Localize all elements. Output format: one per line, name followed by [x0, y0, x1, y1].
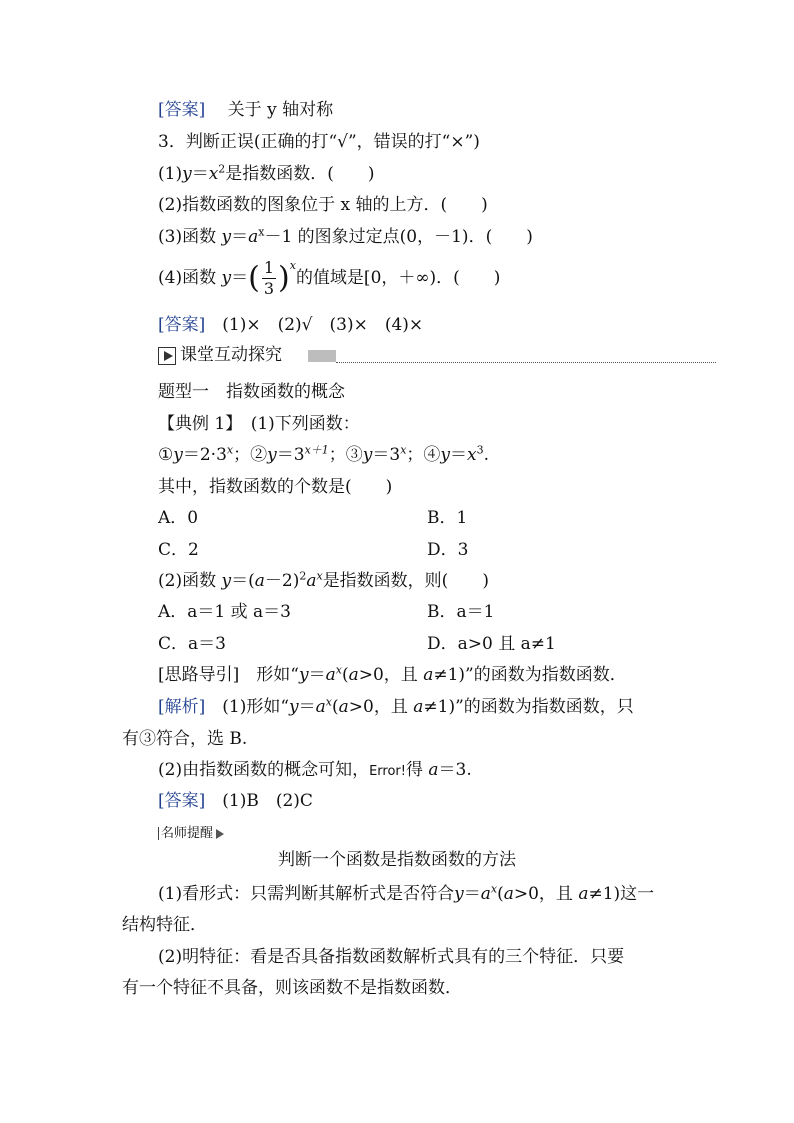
question-3-item-2: (2)指数函数的图象位于 x 轴的上方．( ) [158, 195, 488, 215]
tip-label: 名师提醒 [158, 825, 224, 843]
analysis-tag: [解析] [158, 697, 206, 717]
example-2-question: (2)函数 $y=(a-2)^2a^x$是指数函数，则( ) [158, 569, 489, 591]
hint-line: [思路导引] 形如“$y=a^x(a>0$，且 a≠1)”的函数为指数函数． [158, 663, 627, 685]
example-1-title: 【典例 1】 (1)下列函数： [158, 414, 360, 434]
example-1-option-b: B．1 [427, 508, 468, 528]
example-1-option-d: D．3 [427, 540, 469, 560]
example-2-option-d: D．a>0 且 a≠1 [427, 634, 556, 654]
fraction-one-third: $\frac{1}{3}$ [263, 258, 274, 298]
example-1-functions: $①y=2\cdot 3^x$；$②y=3^{x+1}$；$③y=3^x$；$④y=x^3$. [158, 443, 490, 465]
solution-line-2: (2)由指数函数的概念可知，Error!得 a＝3. [158, 760, 472, 780]
answer-tag: [答案] [158, 100, 206, 120]
tip-line-1b: 结构特征． [122, 915, 207, 935]
example-1-question: 其中，指数函数的个数是( ) [158, 477, 393, 497]
solution-line-1b: 有③符合，选 B. [122, 729, 248, 749]
tip-line-2b: 有一个特征不具备，则该函数不是指数函数． [122, 978, 462, 998]
example-2-option-b: B．a＝1 [427, 602, 495, 622]
section-grey-bar [308, 350, 336, 362]
example-2-option-a: A．a＝1 或 a＝3 [158, 602, 291, 622]
question-3-item-3: (3)函数 $y=a^x-1$ 的图象过定点(0，－1)．( ) [158, 225, 533, 247]
question-3-item-1: $(1)y=x^2$是指数函数．( ) [158, 162, 375, 184]
question-3-item-4: (4)函数 y＝( $\frac{1}{3}$ )$^x$的值域是[0，＋∞)．( ) [158, 258, 501, 298]
play-triangle-icon [158, 347, 176, 365]
example-1-option-c: C．2 [158, 540, 199, 560]
answer-line-3: [答案] (1)× (2)√ (3)× (4)× [158, 315, 424, 335]
question-3-title: 3．判断正误(正确的打“√”，错误的打“×”) [158, 132, 480, 152]
section-dotted-line [336, 362, 716, 363]
answer-line-example: [答案] (1)B (2)C [158, 791, 313, 811]
answer-line-0 [158, 98, 333, 122]
tip-title: 判断一个函数是指数函数的方法 [278, 850, 516, 870]
tip-line-1: (1)看形式：只需判断其解析式是否符合$y=a^x(a>0$，且 a≠1)这一 [158, 882, 655, 904]
solution-line-1: [解析] (1)形如“$y=a^x(a>0$，且 a≠1)”的函数为指数函数，只 [158, 695, 634, 717]
arrow-right-icon [216, 829, 224, 839]
section-title: 课堂互动探究 [180, 345, 282, 365]
example-2-option-c: C．a＝3 [158, 634, 226, 654]
answer-text: 关于 y 轴对称 [227, 100, 334, 120]
section-header [158, 345, 716, 367]
tip-line-2: (2)明特征：看是否具备指数函数解析式具有的三个特征．只要 [158, 947, 625, 967]
type-heading: 题型一 指数函数的概念 [158, 382, 345, 402]
example-1-option-a: A．0 [158, 508, 199, 528]
